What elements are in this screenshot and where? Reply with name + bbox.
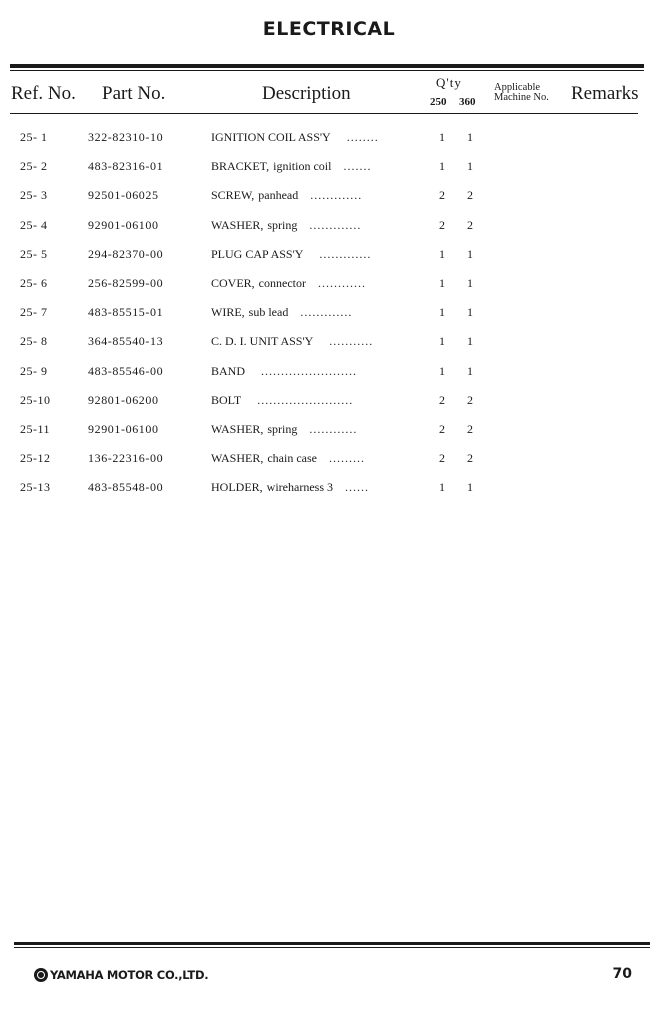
table-row (0, 330, 658, 359)
qty-250: 2 (439, 217, 445, 232)
description (211, 451, 365, 466)
ref-no: 25- 2 (20, 159, 48, 174)
description-sub: wireharness 3 (266, 480, 333, 495)
description-main: C. D. I. UNIT ASS'Y (211, 334, 314, 349)
part-no: 294-82370-00 (88, 246, 164, 261)
description (211, 305, 352, 320)
parts-table (0, 126, 658, 505)
description (211, 247, 371, 262)
description-main: BRACKET, (211, 159, 270, 174)
part-no: 483-82316-01 (88, 159, 164, 174)
col-header-part-no: Part No. (102, 83, 166, 104)
qty-360: 1 (467, 275, 473, 290)
description-sub: spring (267, 217, 298, 232)
col-header-qty-250: 250 (430, 96, 447, 108)
description-main: COVER, (211, 275, 255, 290)
leader-dots: ............. (310, 188, 363, 203)
ref-no: 25- 9 (20, 363, 48, 378)
qty-250: 1 (439, 275, 445, 290)
table-row (0, 155, 658, 184)
part-no: 92501-06025 (88, 188, 159, 203)
ref-no: 25- 6 (20, 275, 48, 290)
qty-360: 2 (467, 188, 473, 203)
qty-360: 2 (467, 421, 473, 436)
description (211, 393, 353, 408)
company-logo (34, 968, 208, 982)
description-sub: ignition coil (273, 159, 332, 174)
description-main: PLUG CAP ASS'Y (211, 246, 304, 261)
table-row (0, 184, 658, 213)
qty-360: 1 (467, 363, 473, 378)
description-sub: connector (258, 275, 306, 290)
ref-no: 25-12 (20, 451, 51, 466)
table-row (0, 301, 658, 330)
qty-360: 2 (467, 217, 473, 232)
leader-dots: ........................ (257, 392, 354, 407)
table-row (0, 214, 658, 243)
part-no: 136-22316-00 (88, 451, 164, 466)
ref-no: 25- 5 (20, 246, 48, 261)
part-no: 256-82599-00 (88, 275, 164, 290)
ref-no: 25- 1 (20, 130, 48, 144)
col-header-applicable-line1: Applicable (494, 82, 541, 93)
qty-360: 1 (467, 334, 473, 349)
part-no: 92901-06100 (88, 217, 159, 232)
qty-250: 1 (439, 130, 445, 144)
part-no: 483-85546-00 (88, 363, 164, 378)
table-row (0, 360, 658, 389)
qty-250: 1 (439, 334, 445, 349)
qty-250: 1 (439, 480, 445, 495)
description-sub: sub lead (248, 305, 289, 320)
description-main: WASHER, (211, 217, 264, 232)
footer-rule-thin (14, 947, 650, 948)
leader-dots: ....... (343, 159, 372, 174)
qty-250: 1 (439, 305, 445, 320)
qty-360: 1 (467, 480, 473, 495)
leader-dots: ...... (344, 480, 369, 495)
table-row (0, 418, 658, 447)
description-sub: panhead (258, 188, 299, 203)
part-no: 483-85548-00 (88, 480, 164, 495)
part-no: 92901-06100 (88, 421, 159, 436)
description (211, 159, 371, 174)
description-main: SCREW, (211, 188, 255, 203)
description-main: HOLDER, (211, 480, 263, 495)
description-sub: chain case (267, 451, 317, 466)
qty-250: 2 (439, 392, 445, 407)
description-main: WASHER, (211, 421, 264, 436)
table-row (0, 272, 658, 301)
table-row (0, 389, 658, 418)
description-main: WIRE, (211, 305, 245, 320)
qty-360: 1 (467, 246, 473, 261)
col-header-remarks: Remarks (571, 83, 639, 104)
description-main: WASHER, (211, 451, 264, 466)
description (211, 130, 379, 145)
part-no: 92801-06200 (88, 392, 159, 407)
col-header-ref-no: Ref. No. (11, 83, 76, 104)
yamaha-emblem-icon (34, 968, 48, 982)
qty-250: 1 (439, 246, 445, 261)
description-main: IGNITION COIL ASS'Y (211, 130, 331, 144)
qty-360: 1 (467, 305, 473, 320)
leader-dots: ........................ (261, 363, 358, 378)
description (211, 188, 362, 203)
header-rule-bottom (10, 113, 638, 114)
table-row (0, 447, 658, 476)
description-main: BOLT (211, 392, 242, 407)
col-header-applicable (494, 83, 549, 103)
qty-360: 2 (467, 451, 473, 466)
description (211, 276, 366, 291)
col-header-qty-360: 360 (459, 96, 476, 108)
qty-250: 1 (439, 363, 445, 378)
qty-360: 2 (467, 392, 473, 407)
ref-no: 25- 4 (20, 217, 48, 232)
leader-dots: ............ (309, 421, 358, 436)
qty-250: 2 (439, 451, 445, 466)
part-no: 483-85515-01 (88, 305, 164, 320)
header-rule-top-thin (10, 70, 644, 71)
col-header-qty: Q'ty (436, 75, 462, 90)
header-rule-top (10, 64, 644, 68)
ref-no: 25-13 (20, 480, 51, 495)
leader-dots: ............. (300, 305, 353, 320)
table-row (0, 243, 658, 272)
ref-no: 25-11 (20, 421, 51, 436)
table-row (0, 126, 658, 155)
ref-no: 25- 3 (20, 188, 48, 203)
qty-250: 2 (439, 188, 445, 203)
description (211, 480, 369, 495)
description (211, 364, 357, 379)
description (211, 422, 357, 437)
leader-dots: ............. (319, 246, 372, 261)
leader-dots: ......... (328, 451, 365, 466)
part-no: 322-82310-10 (88, 130, 164, 144)
ref-no: 25- 7 (20, 305, 48, 320)
col-header-description: Description (262, 83, 351, 104)
description (211, 218, 361, 233)
qty-250: 1 (439, 159, 445, 174)
company-name: YAMAHA MOTOR CO.,LTD. (50, 968, 209, 982)
qty-250: 2 (439, 421, 445, 436)
qty-360: 1 (467, 159, 473, 174)
page-title: ELECTRICAL (262, 18, 396, 40)
qty-360: 1 (467, 130, 473, 144)
leader-dots: ........... (329, 334, 374, 349)
description (211, 334, 373, 349)
description-sub: spring (267, 421, 298, 436)
leader-dots: ............. (309, 217, 362, 232)
table-row (0, 476, 658, 505)
footer-rule (14, 942, 650, 945)
description-main: BAND (211, 363, 246, 378)
ref-no: 25- 8 (20, 334, 48, 349)
leader-dots: ........ (346, 130, 379, 144)
col-header-applicable-line2: Machine No. (494, 92, 549, 103)
leader-dots: ............ (317, 275, 366, 290)
part-no: 364-85540-13 (88, 334, 164, 349)
page-number: 70 (612, 966, 632, 982)
ref-no: 25-10 (20, 392, 51, 407)
